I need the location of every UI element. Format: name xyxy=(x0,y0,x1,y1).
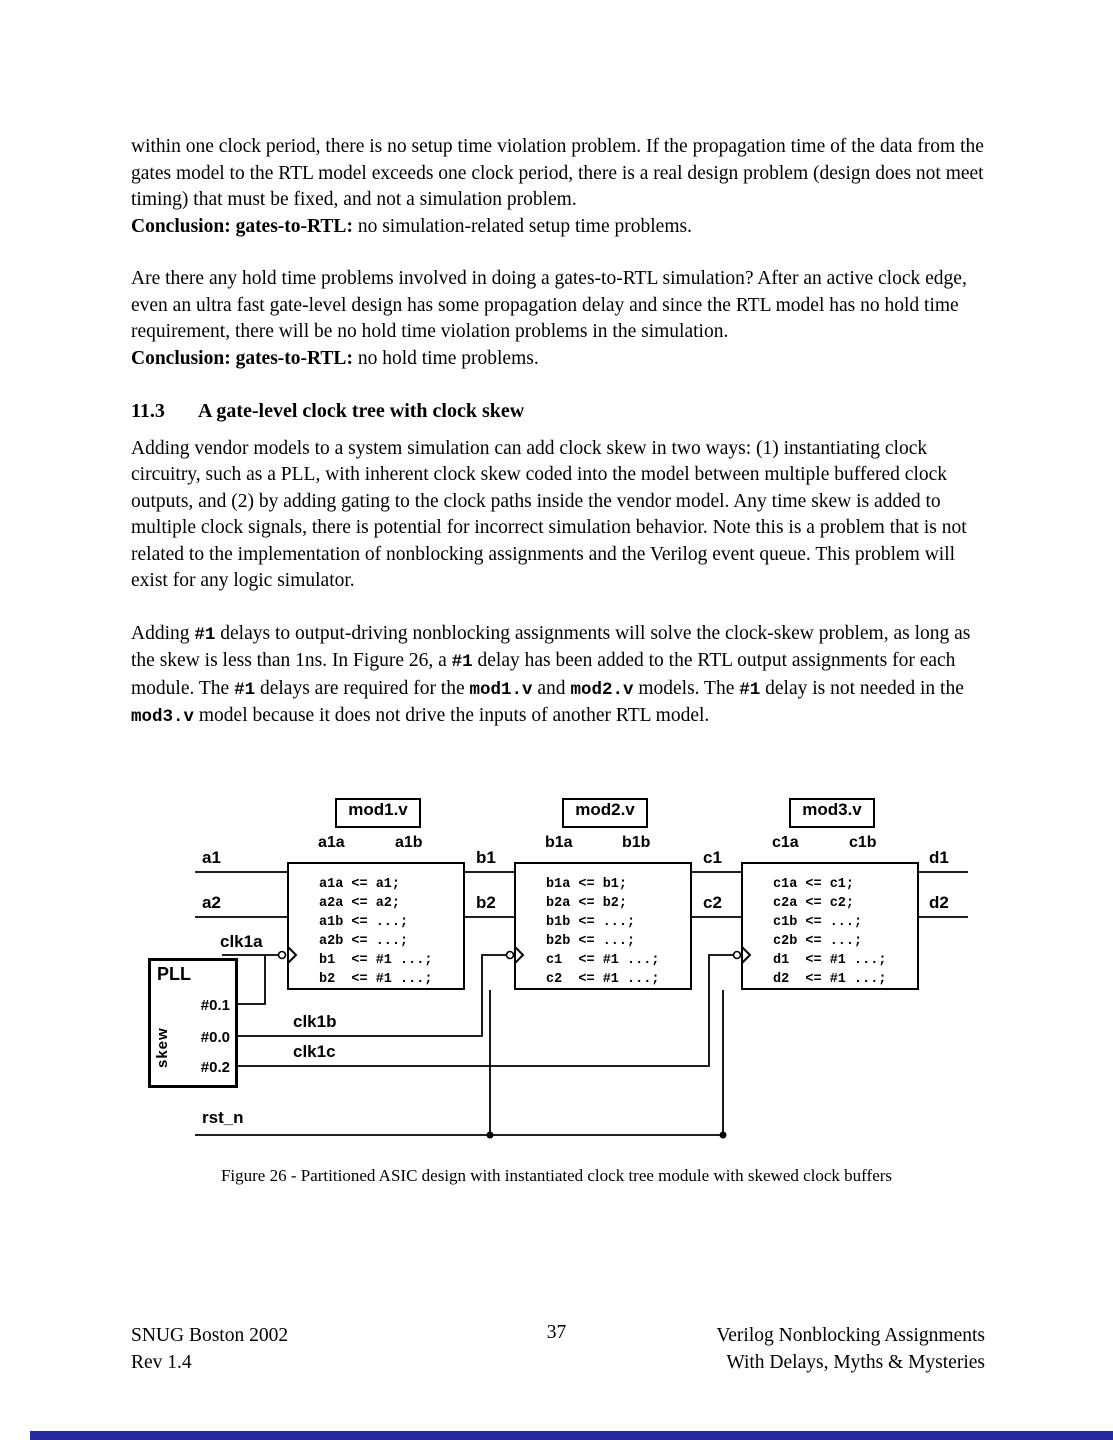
code-line: c1 <= #1 ...; xyxy=(546,953,660,968)
code-line: d1 <= #1 ...; xyxy=(773,953,887,968)
code-line: d2 <= #1 ...; xyxy=(773,972,887,987)
code-line: b1b <= ...; xyxy=(546,915,636,930)
module-box-mod1 xyxy=(287,862,465,990)
port-label-b1b: b1b xyxy=(622,834,651,851)
code-line: c2b <= ...; xyxy=(773,934,863,949)
wire-label-d2: d2 xyxy=(929,893,949,912)
paragraph-setup-time: within one clock period, there is no setup time violation problem. If the propagation time of the data from the gates model to the RTL model exceeds one clock period, there is a real design problem (design does not meet timing) that must be fixed, and not a simulation problem. Conclusion: gates-to-RTL: no simulation-related setup time problems. xyxy=(131,136,984,237)
paragraph-hold-time: Are there any hold time problems involved in doing a gates-to-RTL simulation? After an active clock edge, even an ultra fast gate-level design has some propagation delay and since the RTL model has no hold time requirement, there will be no hold time violation problems in the simulation. Conclusion: gates-to-RTL: no hold time problems. xyxy=(131,268,967,369)
footer-paper-title: Verilog Nonblocking Assignments xyxy=(716,1325,985,1346)
code-line: b2 <= #1 ...; xyxy=(319,972,433,987)
bottom-window-edge xyxy=(30,1431,1113,1440)
port-label-c1b: c1b xyxy=(849,834,877,851)
port-label-c1a: c1a xyxy=(772,834,799,851)
pll-block xyxy=(148,958,238,1088)
paragraph-delays: Adding #1 delays to output-driving nonblocking assignments will solve the clock-skew problem, as long as the skew is less than 1ns. In Figure 26, a #1 delay has been added to the RTL output assignments for each module. The #1 delays are required for the mod1.v and mod2.v models. The #1 delay is not needed in the mod3.v model because it does not drive the inputs of another RTL model. xyxy=(131,622,971,727)
figure-26-diagram xyxy=(0,790,1113,1162)
code-line: a1b <= ...; xyxy=(319,915,409,930)
code-line: c1a <= c1; xyxy=(773,877,855,892)
code-line: b2b <= ...; xyxy=(546,934,636,949)
code-line: b1a <= b1; xyxy=(546,877,628,892)
port-label-a1b: a1b xyxy=(395,834,423,851)
wire-label-clk1b: clk1b xyxy=(293,1012,337,1031)
wire-label-c1: c1 xyxy=(703,848,722,867)
code-line: b2a <= b2; xyxy=(546,896,628,911)
code-line: a2a <= a2; xyxy=(319,896,401,911)
footer-paper-subtitle: With Delays, Myths & Mysteries xyxy=(726,1352,985,1373)
pll-skew-0-2: #0.2 xyxy=(200,1059,230,1076)
wire-label-rst-n: rst_n xyxy=(202,1108,244,1127)
code-line: c2a <= c2; xyxy=(773,896,855,911)
module-box-mod2 xyxy=(514,862,692,990)
wire-label-c2: c2 xyxy=(703,893,722,912)
module-title-mod3: mod3.v xyxy=(789,798,875,828)
module-box-mod3 xyxy=(741,862,919,990)
pll-skew-label: skew xyxy=(154,1027,171,1068)
code-line: c2 <= #1 ...; xyxy=(546,972,660,987)
pll-skew-0-1: #0.1 xyxy=(200,997,230,1014)
code-line: c1b <= ...; xyxy=(773,915,863,930)
wire-label-clk1c: clk1c xyxy=(293,1042,336,1061)
code-line: b1 <= #1 ...; xyxy=(319,953,433,968)
paragraph-clock-skew: Adding vendor models to a system simulation can add clock skew in two ways: (1) instantiating clock circuitry, such as a PLL, with inherent clock skew coded into the model between multiple buffered clock outputs, and (2) by adding gating to the clock paths inside the vendor model. Any time skew is added to multiple clock signals, there is potential for incorrect simulation behavior. Note this is a problem that is not related to the implementation of nonblocking assignments and the Verilog event queue. This problem will exist for any logic simulator. xyxy=(131,437,967,591)
junction-dot-icons xyxy=(487,1132,727,1139)
body-text xyxy=(131,134,989,757)
section-number: 11.3 xyxy=(131,400,165,422)
module-title-mod2: mod2.v xyxy=(562,798,648,828)
wire-label-b2: b2 xyxy=(476,893,496,912)
code-line: a2b <= ...; xyxy=(319,934,409,949)
footer-right xyxy=(716,1322,985,1376)
wire-label-b1: b1 xyxy=(476,848,496,867)
wire-label-clk1a: clk1a xyxy=(220,932,263,951)
wire-label-a1: a1 xyxy=(202,848,221,867)
pll-skew-0-0: #0.0 xyxy=(200,1029,230,1046)
page-number: 37 xyxy=(546,1322,567,1343)
reset-wire xyxy=(195,990,723,1135)
module-title-mod1: mod1.v xyxy=(335,798,421,828)
section-title: A gate-level clock tree with clock skew xyxy=(198,400,525,422)
figure-caption: Figure 26 - Partitioned ASIC design with instantiated clock tree module with skewed clock buffers xyxy=(220,1166,893,1185)
footer-revision: Rev 1.4 xyxy=(131,1352,192,1373)
wire-label-d1: d1 xyxy=(929,848,949,867)
wire-label-a2: a2 xyxy=(202,893,221,912)
section-heading xyxy=(131,398,989,425)
footer-conference: SNUG Boston 2002 xyxy=(131,1325,289,1346)
code-line: a1a <= a1; xyxy=(319,877,401,892)
port-label-b1a: b1a xyxy=(545,834,573,851)
port-label-a1a: a1a xyxy=(318,834,345,851)
pll-title: PLL xyxy=(157,964,191,984)
